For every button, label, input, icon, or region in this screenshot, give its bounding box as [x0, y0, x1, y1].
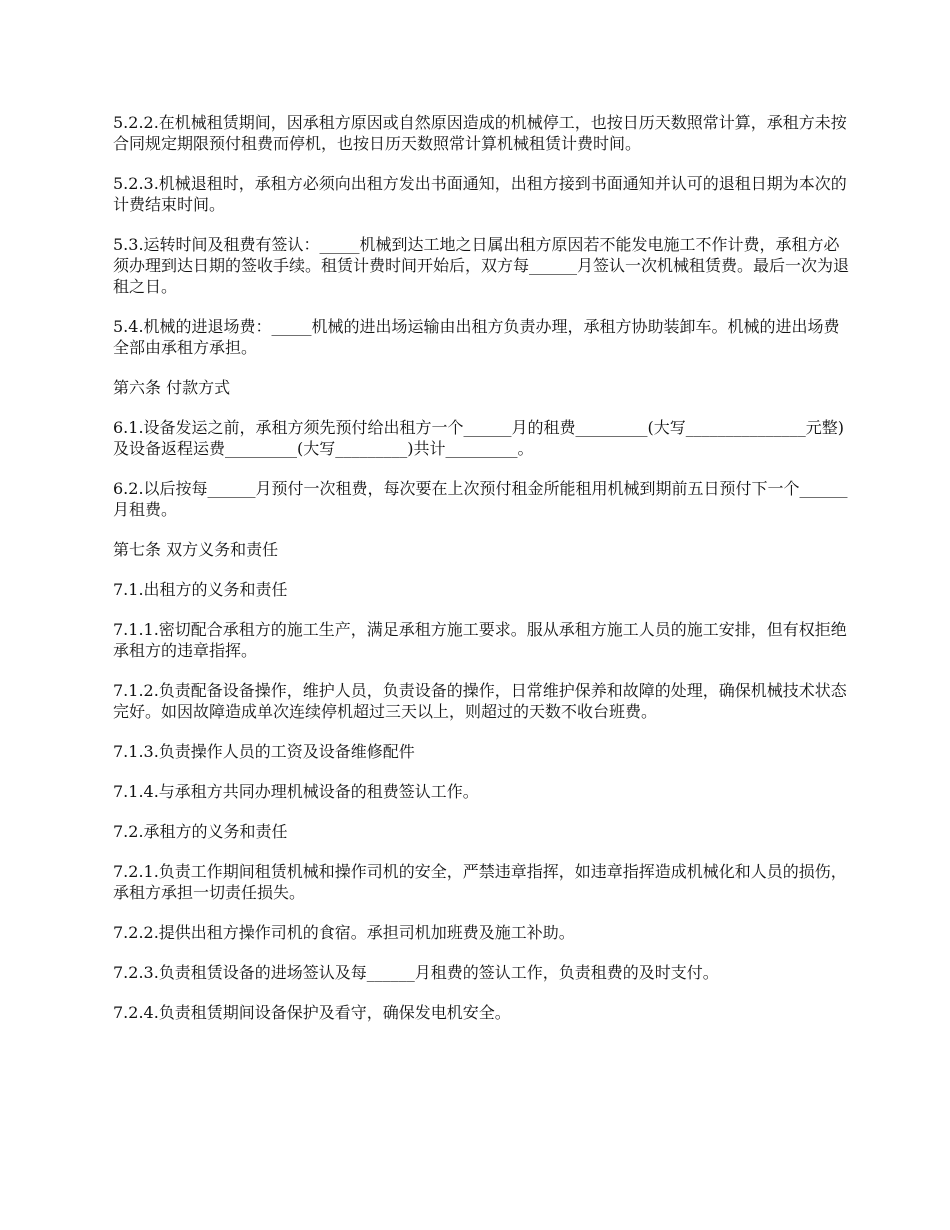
clause-7-2-4: 7.2.4.负责租赁期间设备保护及看守，确保发电机安全。	[113, 1003, 511, 1022]
clause-5-3: 5.3.运转时间及租费有签认：_____机械到达工地之日属出租方原因若不能发电施工不作计费，承租方必须办理到达日期的签收手续。租赁计费时间开始后，双方每______月签认一次机械租赁费。最后一次为退租之日。	[113, 235, 850, 296]
article-7-heading: 第七条 双方义务和责任	[113, 540, 279, 559]
clause-5-4: 5.4.机械的进退场费：_____机械的进出场运输由出租方负责办理，承租方协助装卸车。机械的进出场费全部由承租方承担。	[113, 317, 840, 357]
clause-5-2-3: 5.2.3.机械退租时，承租方必须向出租方发出书面通知，出租方接到书面通知并认可的退租日期为本次的计费结束时间。	[113, 174, 847, 214]
clause-7-1: 7.1.出租方的义务和责任	[113, 580, 288, 599]
clause-7-1-4: 7.1.4.与承租方共同办理机械设备的租费签认工作。	[113, 782, 479, 801]
clause-7-2-1: 7.2.1.负责工作期间租赁机械和操作司机的安全，严禁违章指挥，如违章指挥造成机械化和人员的损伤，承租方承担一切责任损失。	[113, 862, 847, 902]
clause-6-2: 6.2.以后按每______月预付一次租费，每次要在上次预付租金所能租用机械到期前五日预付下一个______月租费。	[113, 479, 848, 519]
clause-7-1-2: 7.1.2.负责配备设备操作，维护人员，负责设备的操作，日常维护保养和故障的处理，确保机械技术状态完好。如因故障造成单次连续停机超过三天以上，则超过的天数不收台班费。	[113, 681, 847, 721]
clause-5-2-2: 5.2.2.在机械租赁期间，因承租方原因或自然原因造成的机械停工，也按日历天数照常计算，承租方未按合同规定期限预付租费而停机，也按日历天数照常计算机械租赁计费时间。	[113, 113, 847, 153]
clause-7-2-3: 7.2.3.负责租赁设备的进场签认及每______月租费的签认工作，负责租费的及时支付。	[113, 963, 719, 982]
clause-7-2-2: 7.2.2.提供出租方操作司机的食宿。承担司机加班费及施工补助。	[113, 923, 575, 942]
clause-6-1: 6.1.设备发运之前，承租方须先预付给出租方一个______月的租费_________(大写_______________元整)及设备返程运费_________(大写_________)共计_________。	[113, 418, 845, 458]
article-6-heading: 第六条 付款方式	[113, 378, 231, 397]
clause-7-1-3: 7.1.3.负责操作人员的工资及设备维修配件	[113, 742, 415, 761]
clause-7-2: 7.2.承租方的义务和责任	[113, 822, 288, 841]
clause-7-1-1: 7.1.1.密切配合承租方的施工生产，满足承租方施工要求。服从承租方施工人员的施工安排，但有权拒绝承租方的违章指挥。	[113, 620, 847, 660]
document-body	[113, 112, 853, 1023]
